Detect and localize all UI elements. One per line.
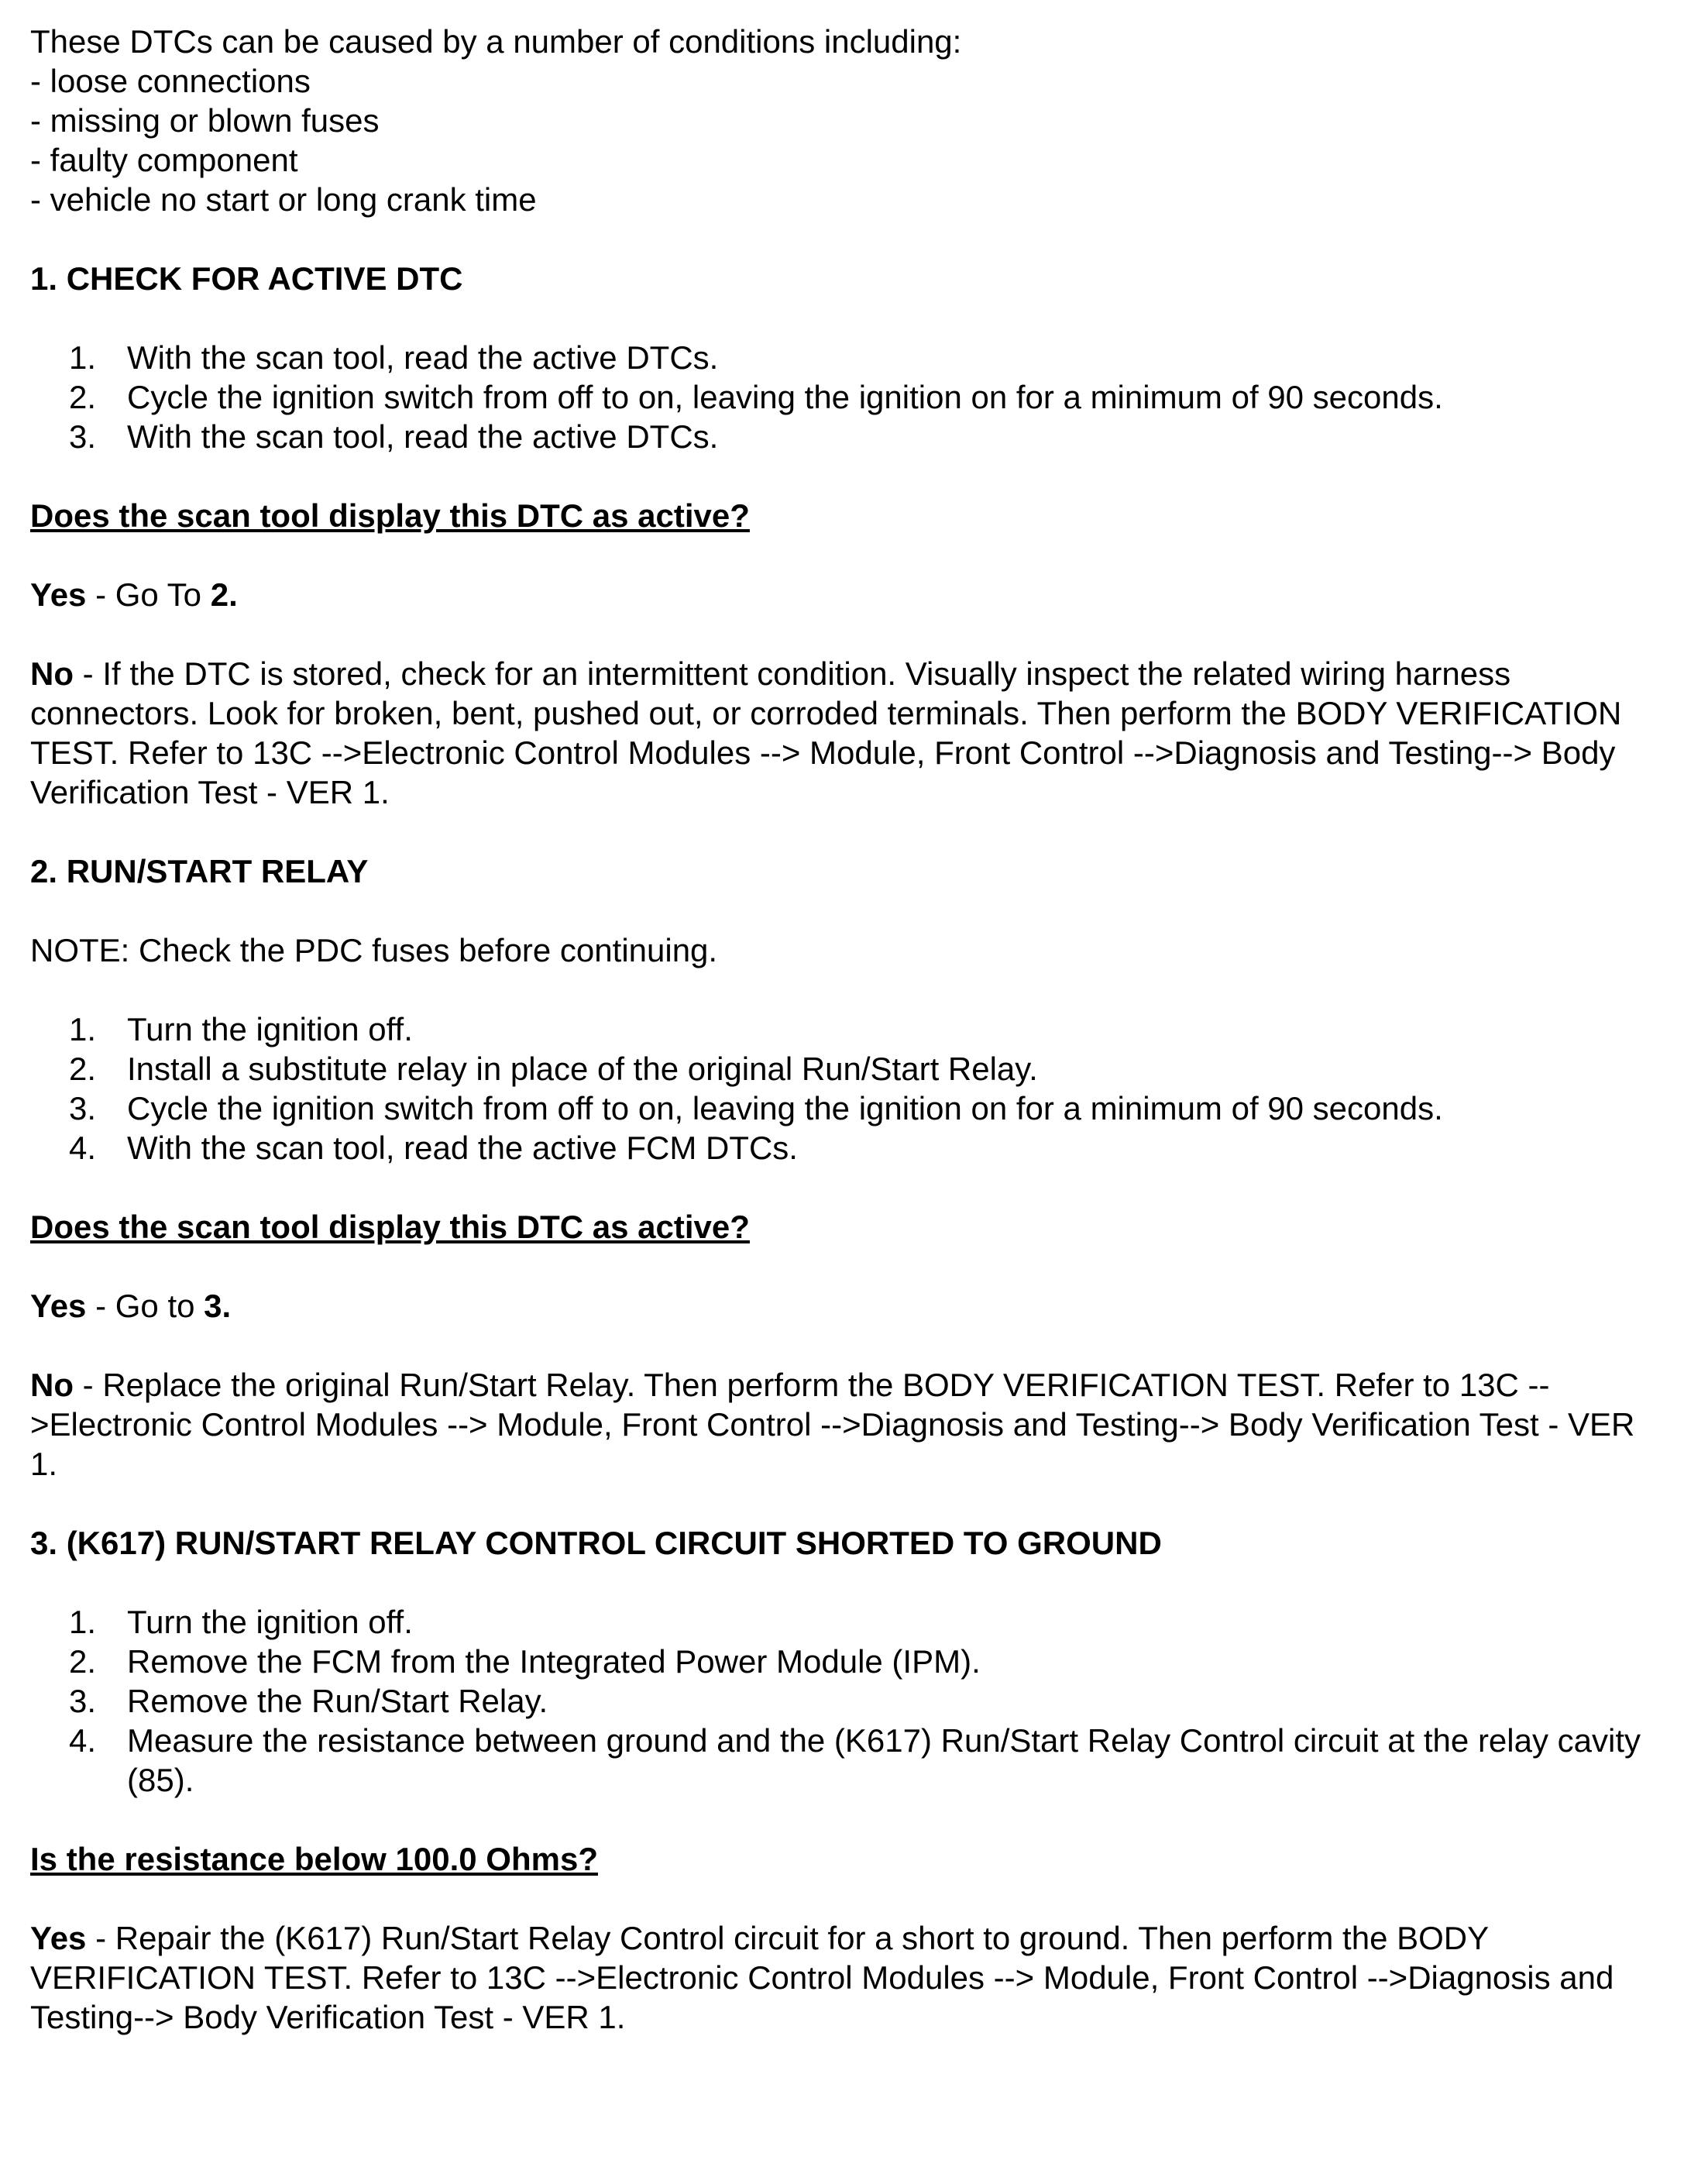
section-2-note: NOTE: Check the PDC fuses before continuing. bbox=[30, 932, 718, 968]
step-text: Cycle the ignition switch from off to on, leaving the ignition on for a minimum of 90 seconds. bbox=[127, 379, 1443, 415]
spacer bbox=[30, 456, 1665, 496]
spacer bbox=[30, 219, 1665, 259]
spacer bbox=[30, 1484, 1665, 1523]
step-number: 2. bbox=[69, 1643, 97, 1680]
section-2-question: Does the scan tool display this DTC as active? bbox=[30, 1209, 750, 1245]
step-number: 4. bbox=[69, 1722, 97, 1759]
step-text: Measure the resistance between ground and the (K617) Run/Start Relay Control circuit at the relay cavity (85). bbox=[127, 1722, 1641, 1798]
document-page bbox=[30, 22, 1665, 2037]
no-text: - Replace the original Run/Start Relay. Then perform the BODY VERIFICATION TEST. Refer to 13C -->Electronic Control Modules --> Module, Front Control -->Diagnosis and Testing--> Body Verification Test - VER 1. bbox=[30, 1367, 1635, 1482]
yes-label: Yes bbox=[30, 576, 87, 613]
step-text: Cycle the ignition switch from off to on, leaving the ignition on for a minimum of 90 seconds. bbox=[127, 1090, 1443, 1126]
intro-lead: These DTCs can be caused by a number of conditions including: bbox=[30, 23, 962, 60]
step-number: 1. bbox=[69, 339, 97, 376]
step-number: 3. bbox=[69, 1090, 97, 1126]
spacer bbox=[30, 535, 1665, 575]
yes-text: - Repair the (K617) Run/Start Relay Control circuit for a short to ground. Then perform the BODY VERIFICATION TEST. Refer to 13C -->Electronic Control Modules --> Module, Front Control -->Diagnosis and Testing--> Body Verification Test - VER 1. bbox=[30, 1920, 1614, 2035]
spacer bbox=[30, 1247, 1665, 1286]
no-text: - If the DTC is stored, check for an intermittent condition. Visually inspect the related wiring harness connectors. Look for broken, bent, pushed out, or corroded terminals. Then perform the BODY VERIFICATION TEST. Refer to 13C -->Electronic Control Modules --> Module, Front Control -->Diagnosis and Testing--> Body Verification Test - VER 1. bbox=[30, 655, 1622, 810]
section-3-yes-answer bbox=[30, 1918, 1665, 2037]
section-1-heading: 1. CHECK FOR ACTIVE DTC bbox=[30, 260, 463, 297]
step-number: 2. bbox=[69, 1051, 97, 1087]
step-number: 1. bbox=[69, 1011, 97, 1047]
section-2-yes-answer bbox=[30, 1286, 1665, 1326]
yes-label: Yes bbox=[30, 1288, 87, 1324]
step-text: Install a substitute relay in place of the original Run/Start Relay. bbox=[127, 1051, 1038, 1087]
section-2-heading: 2. RUN/START RELAY bbox=[30, 853, 369, 889]
spacer bbox=[30, 614, 1665, 654]
spacer bbox=[30, 1800, 1665, 1839]
cause-item: - loose connections bbox=[30, 63, 311, 99]
yes-label: Yes bbox=[30, 1920, 87, 1956]
step-item bbox=[30, 338, 1665, 377]
spacer bbox=[30, 970, 1665, 1009]
step-number: 4. bbox=[69, 1130, 97, 1166]
spacer bbox=[30, 812, 1665, 851]
yes-text: - Go To bbox=[86, 576, 211, 613]
section-3-steps bbox=[30, 1602, 1665, 1800]
spacer bbox=[30, 298, 1665, 338]
section-2-steps bbox=[30, 1009, 1665, 1168]
step-item bbox=[30, 417, 1665, 456]
no-label: No bbox=[30, 1367, 74, 1403]
section-3-heading: 3. (K617) RUN/START RELAY CONTROL CIRCUIT SHORTED TO GROUND bbox=[30, 1525, 1162, 1561]
step-item bbox=[30, 1049, 1665, 1089]
yes-target: 3. bbox=[204, 1288, 232, 1324]
cause-item: - missing or blown fuses bbox=[30, 102, 380, 139]
spacer bbox=[30, 1879, 1665, 1918]
yes-text: - Go to bbox=[86, 1288, 204, 1324]
step-item bbox=[30, 1721, 1665, 1800]
spacer bbox=[30, 1326, 1665, 1365]
section-1-no-answer bbox=[30, 654, 1665, 812]
step-text: With the scan tool, read the active DTCs. bbox=[127, 339, 719, 376]
cause-item: - faulty component bbox=[30, 142, 298, 178]
step-number: 2. bbox=[69, 379, 97, 415]
cause-item: - vehicle no start or long crank time bbox=[30, 181, 537, 218]
step-item bbox=[30, 1009, 1665, 1049]
section-1-steps bbox=[30, 338, 1665, 456]
spacer bbox=[30, 891, 1665, 930]
step-item bbox=[30, 1128, 1665, 1168]
spacer bbox=[30, 1563, 1665, 1602]
step-item bbox=[30, 1681, 1665, 1721]
section-2-no-answer bbox=[30, 1365, 1665, 1484]
step-item bbox=[30, 1642, 1665, 1681]
section-1-yes-answer bbox=[30, 575, 1665, 614]
step-number: 1. bbox=[69, 1604, 97, 1640]
step-text: Remove the Run/Start Relay. bbox=[127, 1683, 548, 1719]
step-text: With the scan tool, read the active FCM DTCs. bbox=[127, 1130, 798, 1166]
step-text: Turn the ignition off. bbox=[127, 1011, 413, 1047]
section-3-question: Is the resistance below 100.0 Ohms? bbox=[30, 1841, 598, 1877]
step-text: Turn the ignition off. bbox=[127, 1604, 413, 1640]
spacer bbox=[30, 1168, 1665, 1207]
step-text: With the scan tool, read the active DTCs. bbox=[127, 418, 719, 455]
step-item bbox=[30, 1602, 1665, 1642]
no-label: No bbox=[30, 655, 74, 692]
step-item bbox=[30, 377, 1665, 417]
step-item bbox=[30, 1089, 1665, 1128]
step-number: 3. bbox=[69, 418, 97, 455]
section-1-question: Does the scan tool display this DTC as active? bbox=[30, 497, 750, 534]
yes-target: 2. bbox=[210, 576, 238, 613]
step-text: Remove the FCM from the Integrated Power Module (IPM). bbox=[127, 1643, 981, 1680]
step-number: 3. bbox=[69, 1683, 97, 1719]
